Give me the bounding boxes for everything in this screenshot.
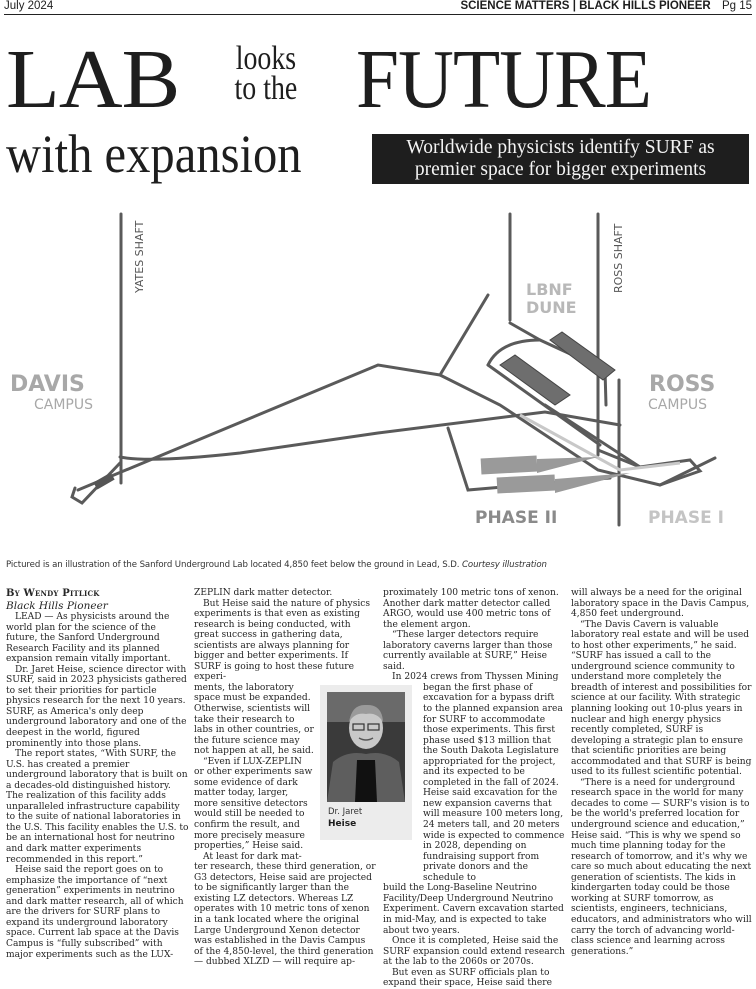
yates-shaft-label: YATES SHAFT xyxy=(133,220,146,293)
article-column-1 xyxy=(6,588,190,960)
paragraph: ZEPLIN dark matter detector. xyxy=(194,588,333,598)
ross-label: ROSS xyxy=(649,372,716,397)
paragraph: “The Davis Cavern is valuable laboratory real estate and will be used to host other experiments,” he said. “SURF has issued a call to the underground science community to understand more completely the breadth of interest and possibilities for science at our facility. With strategic planning looking out 10-plus years in nuclear and high energy physics recently completed, SURF is developing a strategic plan to ensure that scientific priorities are being accommodated and that SURF is being used to its fullest scientific potential. xyxy=(571,619,752,778)
dune-label: DUNE xyxy=(526,298,577,317)
deck-line-1: Worldwide physicists identify SURF as xyxy=(406,137,715,158)
paragraph: proximately 100 metric tons of xenon. Another dark matter detector called ARGO, would use 400 metric tons of the element argon. xyxy=(383,588,559,630)
underground-map-diagram xyxy=(0,205,756,550)
paragraph: “Even if LUX-ZEPLIN or other experiments saw some evidence of dark matter today, larger, more sensitive detectors would still be needed to confirm the result, and more precisely measure properties,” Heise said. xyxy=(194,756,313,852)
lbnf-label: LBNF xyxy=(526,280,573,299)
ross-shaft-label: ROSS SHAFT xyxy=(612,223,625,293)
caption-text: Pictured is an illustration of the Sanford Underground Lab located 4,850 feet below the ground in Lead, S.D. xyxy=(6,560,460,570)
paragraph: Heise said the report goes on to emphasize the importance of “next generation” experiments in neutrino and dark matter research, all of which are the drivers for SURF plans to expand its underground laboratory space. Current lab space at the Davis Campus is “fully subscribed” with major experiments such as the LUX- xyxy=(6,865,184,960)
davis-campus-label: CAMPUS xyxy=(34,397,94,413)
paragraph: ments, the laboratory space must be expanded. Otherwise, scientists will take their research to labs in other countries, or the future science may not happen at all, he said. xyxy=(194,682,314,757)
paragraph: But Heise said the nature of physics experiments is that even as existing research is being conducted, with great success in gathering data, scientists are always planning for bigger and better experiments. If SURF is going to host these future experi- xyxy=(194,598,371,683)
illustration-caption xyxy=(6,560,547,570)
photo-caption-name: Heise xyxy=(328,819,357,829)
article-column-3 xyxy=(383,588,565,989)
paragraph: Dr. Jaret Heise, science director with SURF, said in 2023 physicists gathered to set their priorities for particle physics research for the next 10 years. SURF, as America's only deep underground laboratory and one of the deepest in the world, figured prominently into those plans. xyxy=(6,664,187,749)
byline-organization: Black Hills Pioneer xyxy=(6,600,108,612)
page-header xyxy=(4,0,752,15)
issue-date: July 2024 xyxy=(4,0,54,12)
headline-line2: with expansion xyxy=(6,124,302,184)
header-separator: | xyxy=(572,0,576,12)
phase-1-label: PHASE I xyxy=(648,508,724,528)
headline xyxy=(0,30,756,190)
paragraph: In 2024 crews from Thyssen Mining xyxy=(392,672,559,683)
photo-caption-title: Dr. Jaret xyxy=(328,807,363,817)
publication-name: BLACK HILLS PIONEER xyxy=(579,0,711,12)
paragraph: The report states, “With SURF, the U.S. has created a premier underground laboratory that is built on a decades-old distinguished history. The realization of this facility adds unparalleled infrastructure capability to the suite of national laboratories in the U.S. This facility enables the U.S. to be an international host for neutrino and dark matter experiments recommended in this report.” xyxy=(6,749,189,865)
lab-illustration xyxy=(0,205,756,550)
page-number: Pg 15 xyxy=(721,0,752,12)
subheadline-deck xyxy=(372,134,749,184)
paragraph: “There is a need for underground research space in the world for many decades to come — SURF's vision is to be the world's preferred location for underground science and education,” Heise said. “This is why we spend so much time planning today for the research of tomorrow, and it's why we care so much about educating the next generation of scientists. The kids in kindergarten today could be those working at SURF tomorrow, as scientists, engineers, technicians, educators, and administrators who will carry the torch of advancing world-class science and learning across generations.” xyxy=(571,777,752,957)
paragraph: LEAD — As physicists around the world plan for the science of the future, the Sanford Underground Research Facility and its planned expansion remain vitally important. xyxy=(6,612,171,665)
article-column-4 xyxy=(571,588,753,957)
paragraph: Once it is completed, Heise said the SURF expansion could extend research at the lab to the 2060s or 2070s. xyxy=(383,936,566,968)
paragraph: But even as SURF officials plan to expand their space, Heise said there xyxy=(383,967,553,989)
davis-label: DAVIS xyxy=(10,372,85,397)
column-3-wrap-text xyxy=(423,683,565,883)
byline-author: By Wendy Pitlick xyxy=(6,588,100,599)
headline-word-lab: LAB xyxy=(6,33,180,126)
headline-small-text xyxy=(220,40,312,107)
caption-credit: Courtesy illustration xyxy=(462,560,547,570)
phase-2-label: PHASE II xyxy=(475,508,558,528)
ross-campus-label: CAMPUS xyxy=(648,397,708,413)
deck-line-2: premier space for bigger experiments xyxy=(414,159,707,180)
paragraph: began the first phase of excavation for a bypass drift to the planned expansion area for SURF to accommodate those experiments. This first phase used $13 million that the South Dakota Legislature appropriated for the project, and its expected to be completed in the fall of 2024. Heise said excavation for the new expansion caverns that will measure 100 meters long, 24 meters tall, and 20 meters wide is expected to commence in 2028, depending on fundraising support from private donors and the schedule to xyxy=(423,682,565,883)
paragraph: At least for dark mat- xyxy=(203,851,302,862)
section-name: SCIENCE MATTERS xyxy=(460,0,570,12)
column-2-wrap-text xyxy=(194,683,314,862)
header-right xyxy=(460,0,752,12)
headline-word-future: FUTURE xyxy=(356,33,652,126)
paragraph: ter research, these third generation, or G3 detectors, Heise said are projected to be significantly larger than the existing LZ detectors. Whereas LZ operates with 10 metric tons of xenon in a tank located where the original Large Underground Xenon detector was established in the Davis Campus of the 4,850-level, the third generation — dubbed XLZD — will require ap- xyxy=(194,862,376,968)
headline-looks: looks xyxy=(235,40,297,77)
paragraph: “These larger detectors require laboratory caverns larger than those currently available at SURF,” Heise said. xyxy=(383,630,553,672)
headline-to-the: to the xyxy=(234,70,298,107)
paragraph: will always be a need for the original laboratory space in the Davis Campus, 4,850 feet underground. xyxy=(571,588,750,620)
paragraph: build the Long-Baseline Neutrino Facility/Deep Underground Neutrino Experiment. Cavern excavation started in mid-May, and is expected to take about two years. xyxy=(383,883,564,936)
